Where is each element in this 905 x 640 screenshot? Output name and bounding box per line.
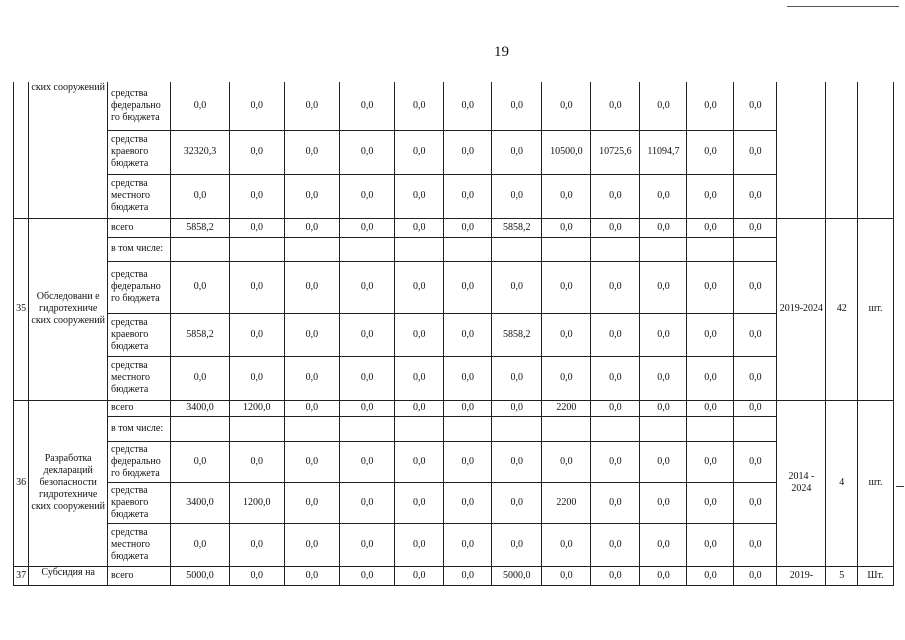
amount-cell: 0,0 (542, 82, 591, 130)
row-number (14, 82, 29, 218)
funding-source: в том числе: (108, 416, 171, 441)
amount-cell: 0,0 (687, 313, 734, 356)
amount-cell: 0,0 (591, 261, 640, 313)
amount-cell: 0,0 (340, 130, 395, 174)
funding-source: всего (108, 566, 171, 585)
amount-cell (687, 237, 734, 261)
amount-cell: 0,0 (395, 523, 444, 566)
amount-cell: 0,0 (229, 130, 284, 174)
amount-cell: 0,0 (542, 218, 591, 237)
amount-cell (542, 416, 591, 441)
amount-cell: 0,0 (284, 218, 339, 237)
amount-cell: 0,0 (492, 82, 542, 130)
amount-cell: 0,0 (542, 174, 591, 218)
unit-cell: шт. (858, 400, 894, 566)
amount-cell: 0,0 (284, 566, 339, 585)
table-row (14, 261, 894, 313)
amount-cell (171, 416, 229, 441)
amount-cell: 0,0 (492, 482, 542, 523)
amount-cell: 0,0 (284, 441, 339, 482)
amount-cell: 0,0 (444, 218, 492, 237)
amount-cell: 0,0 (340, 441, 395, 482)
amount-cell: 0,0 (734, 218, 777, 237)
amount-cell: 0,0 (229, 566, 284, 585)
amount-cell: 0,0 (444, 82, 492, 130)
table-row (14, 566, 894, 585)
amount-cell: 0,0 (340, 400, 395, 416)
amount-cell: 0,0 (340, 218, 395, 237)
amount-cell: 0,0 (640, 523, 687, 566)
amount-cell (229, 237, 284, 261)
amount-cell: 5858,2 (492, 218, 542, 237)
amount-cell: 0,0 (542, 566, 591, 585)
amount-cell: 0,0 (229, 218, 284, 237)
amount-cell: 0,0 (340, 566, 395, 585)
page-number: 19 (494, 44, 509, 60)
amount-cell: 5000,0 (492, 566, 542, 585)
measure-name: Разработка деклараций безопасности гидротехниче ских сооружений (29, 400, 108, 566)
table-row (14, 356, 894, 400)
amount-cell: 0,0 (591, 82, 640, 130)
quantity-cell: 4 (826, 400, 858, 566)
amount-cell: 0,0 (734, 130, 777, 174)
amount-cell: 0,0 (591, 400, 640, 416)
amount-cell: 0,0 (640, 482, 687, 523)
quantity-cell (826, 82, 858, 218)
amount-cell: 0,0 (687, 482, 734, 523)
amount-cell: 0,0 (284, 174, 339, 218)
period-cell: 2019-2024 (777, 218, 826, 400)
table-row (14, 441, 894, 482)
amount-cell: 0,0 (687, 441, 734, 482)
edge-mark (896, 486, 904, 487)
funding-source: средства краевого бюджета (108, 313, 171, 356)
amount-cell: 0,0 (395, 261, 444, 313)
amount-cell: 0,0 (395, 174, 444, 218)
amount-cell (444, 237, 492, 261)
period-cell: 2014 - 2024 (777, 400, 826, 566)
amount-cell: 0,0 (444, 130, 492, 174)
amount-cell: 0,0 (591, 313, 640, 356)
amount-cell: 0,0 (687, 174, 734, 218)
amount-cell: 0,0 (444, 313, 492, 356)
amount-cell: 0,0 (444, 482, 492, 523)
funding-source: средства краевого бюджета (108, 482, 171, 523)
amount-cell: 0,0 (687, 566, 734, 585)
amount-cell: 0,0 (687, 356, 734, 400)
amount-cell: 0,0 (395, 82, 444, 130)
amount-cell: 0,0 (229, 523, 284, 566)
amount-cell: 0,0 (229, 356, 284, 400)
budget-table (13, 82, 894, 586)
amount-cell: 1200,0 (229, 482, 284, 523)
amount-cell: 0,0 (171, 356, 229, 400)
amount-cell: 0,0 (734, 313, 777, 356)
amount-cell: 0,0 (542, 441, 591, 482)
amount-cell: 11094,7 (640, 130, 687, 174)
amount-cell: 5858,2 (171, 218, 229, 237)
amount-cell (171, 237, 229, 261)
amount-cell: 0,0 (171, 441, 229, 482)
period-cell: 2019- (777, 566, 826, 585)
amount-cell (687, 416, 734, 441)
quantity-cell: 5 (826, 566, 858, 585)
funding-source: всего (108, 218, 171, 237)
amount-cell: 0,0 (444, 174, 492, 218)
amount-cell: 0,0 (542, 313, 591, 356)
amount-cell: 0,0 (591, 174, 640, 218)
amount-cell (284, 416, 339, 441)
amount-cell: 0,0 (640, 400, 687, 416)
amount-cell: 0,0 (734, 261, 777, 313)
table-row (14, 174, 894, 218)
amount-cell: 0,0 (229, 82, 284, 130)
amount-cell (395, 416, 444, 441)
amount-cell: 0,0 (640, 174, 687, 218)
amount-cell: 0,0 (640, 82, 687, 130)
amount-cell: 0,0 (734, 482, 777, 523)
measure-name: ских сооружений (29, 82, 108, 218)
amount-cell: 0,0 (284, 356, 339, 400)
amount-cell (229, 416, 284, 441)
table-row (14, 313, 894, 356)
funding-source: средства местного бюджета (108, 174, 171, 218)
amount-cell: 0,0 (340, 313, 395, 356)
amount-cell: 0,0 (640, 218, 687, 237)
amount-cell: 0,0 (171, 174, 229, 218)
amount-cell: 32320,3 (171, 130, 229, 174)
amount-cell (340, 237, 395, 261)
amount-cell: 0,0 (734, 566, 777, 585)
row-number: 37 (14, 566, 29, 585)
table-body (14, 82, 894, 585)
amount-cell: 0,0 (492, 523, 542, 566)
amount-cell (734, 416, 777, 441)
amount-cell: 0,0 (340, 482, 395, 523)
amount-cell: 0,0 (395, 566, 444, 585)
amount-cell: 0,0 (284, 313, 339, 356)
amount-cell (492, 237, 542, 261)
amount-cell: 0,0 (687, 130, 734, 174)
amount-cell (340, 416, 395, 441)
unit-cell: шт. (858, 218, 894, 400)
amount-cell: 0,0 (395, 441, 444, 482)
amount-cell (395, 237, 444, 261)
header-rule (787, 6, 899, 7)
amount-cell: 0,0 (444, 261, 492, 313)
amount-cell: 0,0 (734, 356, 777, 400)
funding-source: в том числе: (108, 237, 171, 261)
amount-cell: 0,0 (734, 441, 777, 482)
amount-cell: 10500,0 (542, 130, 591, 174)
amount-cell: 5858,2 (171, 313, 229, 356)
amount-cell: 0,0 (492, 356, 542, 400)
amount-cell: 0,0 (640, 261, 687, 313)
amount-cell: 0,0 (492, 441, 542, 482)
amount-cell: 0,0 (444, 523, 492, 566)
amount-cell: 0,0 (542, 261, 591, 313)
table-row (14, 400, 894, 416)
amount-cell: 0,0 (444, 566, 492, 585)
amount-cell (640, 237, 687, 261)
amount-cell: 0,0 (284, 261, 339, 313)
amount-cell: 0,0 (284, 82, 339, 130)
amount-cell: 0,0 (395, 218, 444, 237)
amount-cell: 0,0 (591, 482, 640, 523)
funding-source: средства местного бюджета (108, 356, 171, 400)
amount-cell: 0,0 (492, 130, 542, 174)
amount-cell: 0,0 (284, 400, 339, 416)
amount-cell: 0,0 (395, 400, 444, 416)
amount-cell: 5000,0 (171, 566, 229, 585)
amount-cell: 0,0 (687, 400, 734, 416)
amount-cell: 0,0 (492, 174, 542, 218)
amount-cell (591, 416, 640, 441)
amount-cell: 0,0 (734, 400, 777, 416)
amount-cell: 0,0 (591, 356, 640, 400)
table-row (14, 416, 894, 441)
amount-cell: 0,0 (734, 523, 777, 566)
row-number: 36 (14, 400, 29, 566)
amount-cell: 0,0 (395, 313, 444, 356)
amount-cell: 0,0 (171, 523, 229, 566)
amount-cell: 0,0 (340, 261, 395, 313)
amount-cell: 0,0 (395, 482, 444, 523)
table-row (14, 130, 894, 174)
measure-name: Субсидия на (29, 566, 108, 585)
amount-cell: 0,0 (395, 130, 444, 174)
amount-cell (542, 237, 591, 261)
funding-source: всего (108, 400, 171, 416)
period-cell (777, 82, 826, 218)
quantity-cell: 42 (826, 218, 858, 400)
amount-cell (591, 237, 640, 261)
amount-cell: 0,0 (492, 261, 542, 313)
amount-cell: 0,0 (229, 313, 284, 356)
amount-cell (284, 237, 339, 261)
amount-cell: 0,0 (171, 261, 229, 313)
amount-cell: 0,0 (734, 82, 777, 130)
amount-cell (734, 237, 777, 261)
amount-cell: 0,0 (687, 261, 734, 313)
amount-cell: 0,0 (640, 313, 687, 356)
amount-cell: 0,0 (395, 356, 444, 400)
amount-cell: 0,0 (284, 130, 339, 174)
amount-cell: 0,0 (340, 82, 395, 130)
amount-cell: 0,0 (229, 441, 284, 482)
funding-source: средства федерально го бюджета (108, 441, 171, 482)
amount-cell: 0,0 (444, 356, 492, 400)
amount-cell: 0,0 (340, 523, 395, 566)
amount-cell: 0,0 (229, 261, 284, 313)
amount-cell: 2200 (542, 482, 591, 523)
amount-cell: 3400,0 (171, 400, 229, 416)
amount-cell (640, 416, 687, 441)
funding-source: средства федерально го бюджета (108, 261, 171, 313)
amount-cell: 0,0 (444, 400, 492, 416)
amount-cell: 0,0 (640, 356, 687, 400)
funding-source: средства местного бюджета (108, 523, 171, 566)
amount-cell: 0,0 (734, 174, 777, 218)
unit-cell (858, 82, 894, 218)
table-row (14, 237, 894, 261)
amount-cell: 3400,0 (171, 482, 229, 523)
amount-cell (492, 416, 542, 441)
table-row (14, 482, 894, 523)
amount-cell: 0,0 (171, 82, 229, 130)
amount-cell: 0,0 (640, 441, 687, 482)
table-row (14, 523, 894, 566)
amount-cell: 0,0 (687, 218, 734, 237)
amount-cell: 0,0 (542, 523, 591, 566)
amount-cell: 0,0 (284, 482, 339, 523)
amount-cell: 0,0 (492, 400, 542, 416)
amount-cell: 0,0 (640, 566, 687, 585)
amount-cell: 0,0 (591, 566, 640, 585)
amount-cell: 0,0 (284, 523, 339, 566)
funding-source: средства федерально го бюджета (108, 82, 171, 130)
amount-cell: 0,0 (687, 82, 734, 130)
amount-cell: 0,0 (591, 441, 640, 482)
amount-cell: 0,0 (340, 356, 395, 400)
amount-cell (444, 416, 492, 441)
amount-cell: 0,0 (687, 523, 734, 566)
table-row (14, 82, 894, 130)
row-number: 35 (14, 218, 29, 400)
table-row (14, 218, 894, 237)
unit-cell: Шт. (858, 566, 894, 585)
amount-cell: 5858,2 (492, 313, 542, 356)
measure-name: Обследовани е гидротехниче ских сооружений (29, 218, 108, 400)
amount-cell: 0,0 (444, 441, 492, 482)
amount-cell: 0,0 (229, 174, 284, 218)
funding-source: средства краевого бюджета (108, 130, 171, 174)
amount-cell: 1200,0 (229, 400, 284, 416)
amount-cell: 0,0 (591, 218, 640, 237)
amount-cell: 10725,6 (591, 130, 640, 174)
amount-cell: 0,0 (542, 356, 591, 400)
amount-cell: 0,0 (340, 174, 395, 218)
amount-cell: 0,0 (591, 523, 640, 566)
amount-cell: 2200 (542, 400, 591, 416)
